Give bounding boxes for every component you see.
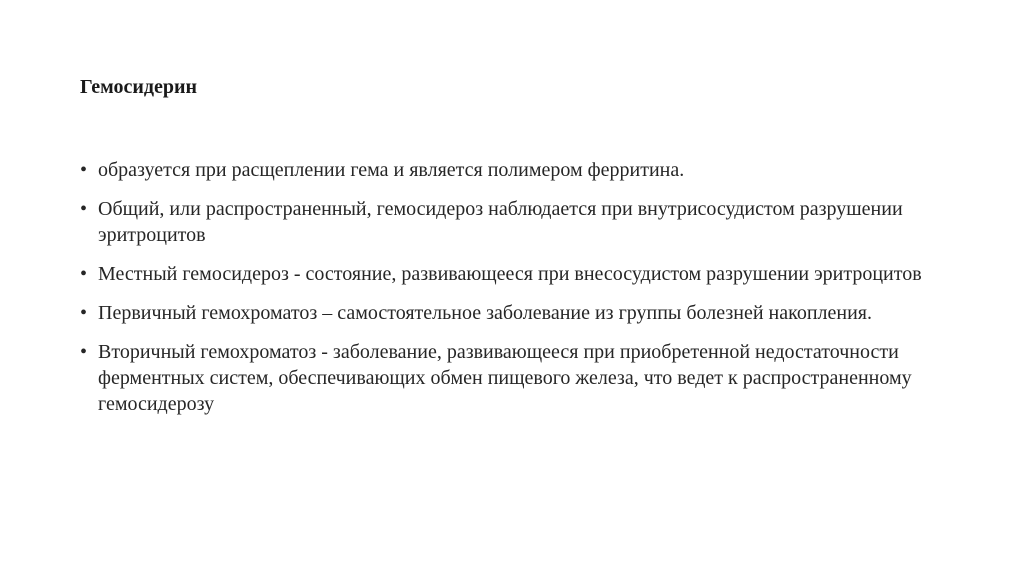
bullet-text: Вторичный гемохроматоз - заболевание, развивающееся при приобретенной недостаточности ферментных систем, обеспечивающих обмен пищевого железа, что ведет к распространенному гемосидерозу bbox=[98, 341, 912, 415]
bullet-marker: • bbox=[80, 302, 88, 324]
bullet-marker: • bbox=[80, 159, 88, 181]
bullet-item-5 bbox=[80, 339, 960, 417]
bullet-text: Первичный гемохроматоз – самостоятельное заболевание из группы болезней накопления. bbox=[98, 302, 873, 324]
bullet-text: образуется при расщеплении гема и является полимером ферритина. bbox=[98, 159, 685, 181]
bullet-text: Общий, или распространенный, гемосидероз наблюдается при внутрисосудистом разрушении эритроцитов bbox=[98, 198, 903, 246]
bullet-marker: • bbox=[80, 263, 88, 285]
slide-title: Гемосидерин bbox=[80, 76, 198, 98]
bullet-marker: • bbox=[80, 341, 88, 363]
bullet-item-2 bbox=[80, 196, 960, 248]
bullet-item-3 bbox=[80, 261, 960, 287]
bullet-text: Местный гемосидероз - состояние, развивающееся при внесосудистом разрушении эритроцитов bbox=[98, 263, 922, 285]
bullet-item-4 bbox=[80, 300, 960, 326]
bullet-item-1 bbox=[80, 157, 960, 183]
bullet-list bbox=[80, 157, 960, 417]
bullet-marker: • bbox=[80, 198, 88, 220]
